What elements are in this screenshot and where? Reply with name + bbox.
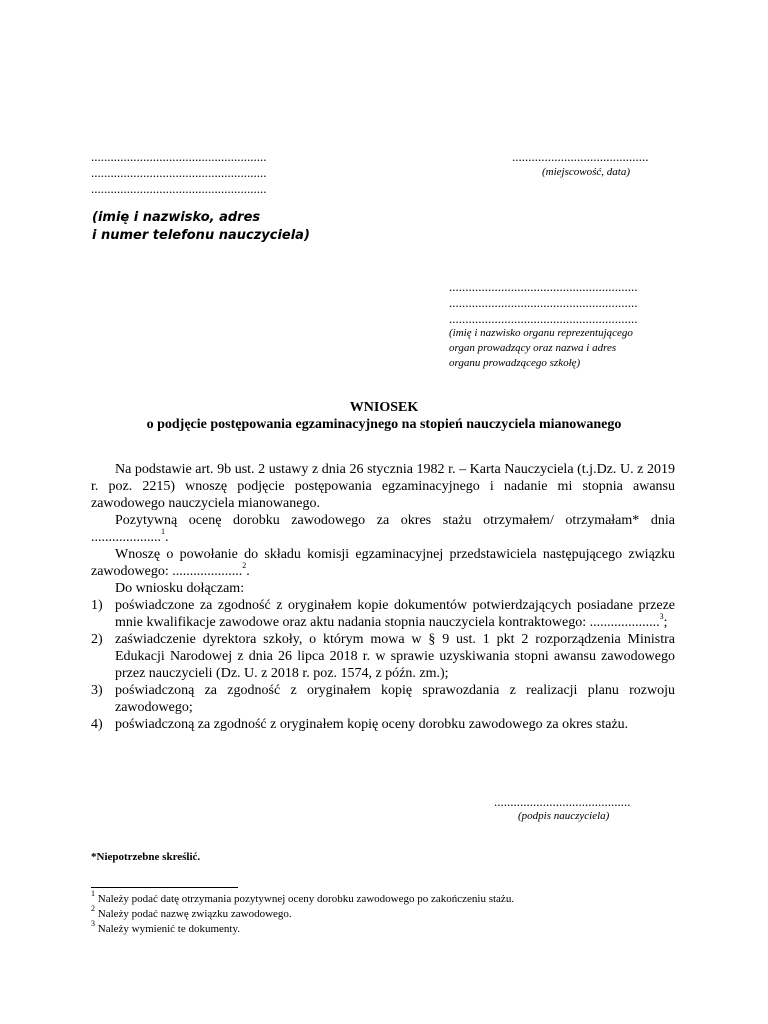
footnote-ref-1: 1 bbox=[161, 527, 165, 537]
applicant-line-3: ...................................................... bbox=[91, 181, 267, 196]
recipient-caption-line-2: organ prowadzący oraz nazwa i adres bbox=[449, 342, 617, 354]
applicant-caption-line-1: (imię i nazwisko, adres bbox=[92, 210, 261, 225]
body-paragraph-2 bbox=[91, 512, 675, 546]
signature-caption: (podpis nauczyciela) bbox=[518, 810, 610, 822]
attachment-item bbox=[91, 682, 675, 716]
footnotes bbox=[91, 889, 515, 937]
attachment-text: zaświadczenie dyrektora szkoły, o którym mowa w § 9 ust. 1 pkt 2 rozporządzenia Ministra Edukacji Narodowej z dnia 26 lipca 2018 r. w sprawie uzyskiwania stopni awansu zawodowego przez nauczycieli (Dz. U. z 2018 r. poz. 1574, z późn. zm.); bbox=[115, 632, 675, 681]
place-date-line: .......................................... bbox=[512, 149, 649, 164]
attachment-end: ; bbox=[663, 615, 668, 630]
attachment-item bbox=[91, 631, 675, 682]
attachment-text: poświadczoną za zgodność z oryginałem kopię sprawozdania z realizacji planu rozwoju zawodowego; bbox=[115, 683, 675, 715]
recipient-line-1: .......................................................... bbox=[449, 279, 638, 294]
footnote-separator bbox=[91, 887, 238, 888]
recipient-fields bbox=[449, 279, 638, 327]
document-subtitle: o podjęcie postępowania egzaminacyjnego na stopień nauczyciela mianowanego bbox=[146, 417, 622, 432]
footnote-2 bbox=[91, 904, 514, 922]
recipient-caption-line-1: (imię i nazwisko organu reprezentującego bbox=[449, 327, 633, 339]
footnote-3-marker: 3 bbox=[91, 919, 95, 929]
signature-line: .......................................... bbox=[494, 794, 631, 809]
attachment-number: 1) bbox=[91, 598, 103, 613]
body-paragraph-3 bbox=[91, 546, 675, 580]
footnote-ref-2: 2 bbox=[242, 561, 247, 571]
document-title: WNIOSEK bbox=[349, 400, 419, 415]
applicant-line-1: ...................................................... bbox=[91, 149, 267, 164]
applicant-line-2: ...................................................... bbox=[91, 165, 267, 180]
attachment-item bbox=[91, 716, 675, 733]
attachment-item bbox=[91, 597, 675, 631]
footnote-2-text: Należy podać nazwę związku zawodowego. bbox=[95, 908, 292, 920]
footnote-3 bbox=[91, 919, 514, 937]
attachments-intro: Do wniosku dołączam: bbox=[115, 581, 245, 596]
footnote-1-text: Należy podać datę otrzymania pozytywnej oceny dorobku zawodowego po zakończeniu stażu. bbox=[95, 893, 515, 905]
attachments-list bbox=[91, 597, 675, 733]
footnote-1-marker: 1 bbox=[91, 889, 95, 899]
applicant-caption bbox=[92, 209, 310, 245]
recipient-line-3: .......................................................... bbox=[449, 311, 638, 326]
body-paragraph-2-end: . bbox=[165, 530, 169, 545]
strike-out-note: *Niepotrzebne skreślić. bbox=[91, 851, 201, 863]
body-paragraph-1: Na podstawie art. 9b ust. 2 ustawy z dnia 26 stycznia 1982 r. – Karta Nauczyciela (t.j.Dz. U. z 2019 r. poz. 2215) wnoszę podjęcie postępowania egzaminacyjnego i nadanie mi stopnia awansu zawodowego nauczyciela mianowanego. bbox=[91, 462, 675, 511]
attachment-text: poświadczone za zgodność z oryginałem kopie dokumentów potwierdzających posiadane przeze mnie kwalifikacje zawodowe oraz aktu nadania stopnia nauczyciela kontraktowego: .................... bbox=[115, 598, 675, 630]
attachment-number: 3) bbox=[91, 683, 103, 698]
body-paragraph-3-end: . bbox=[246, 564, 250, 579]
footnote-2-marker: 2 bbox=[91, 904, 95, 914]
recipient-caption bbox=[449, 326, 633, 371]
recipient-caption-line-3: organu prowadzącego szkołę) bbox=[449, 357, 581, 369]
body-paragraph-3-text: Wnoszę o powołanie do składu komisji egzaminacyjnej przedstawiciela następującego związku zawodowego: .................... bbox=[91, 547, 675, 579]
attachment-text: poświadczoną za zgodność z oryginałem kopię oceny dorobku zawodowego za okres stażu. bbox=[115, 717, 629, 732]
footnote-3-text: Należy wymienić te dokumenty. bbox=[95, 923, 240, 935]
attachment-number: 2) bbox=[91, 632, 103, 647]
applicant-caption-line-2: i numer telefonu nauczyciela) bbox=[92, 228, 310, 243]
footnote-ref-3: 3 bbox=[659, 612, 664, 622]
attachment-number: 4) bbox=[91, 717, 103, 732]
document-body bbox=[91, 461, 675, 733]
applicant-fields bbox=[91, 149, 267, 197]
footnote-1 bbox=[91, 889, 515, 907]
recipient-line-2: .......................................................... bbox=[449, 295, 638, 310]
place-date-caption: (miejscowość, data) bbox=[542, 166, 630, 178]
body-paragraph-2-text: Pozytywną ocenę dorobku zawodowego za okres stażu otrzymałem/ otrzymałam* dnia .................... bbox=[91, 513, 675, 545]
